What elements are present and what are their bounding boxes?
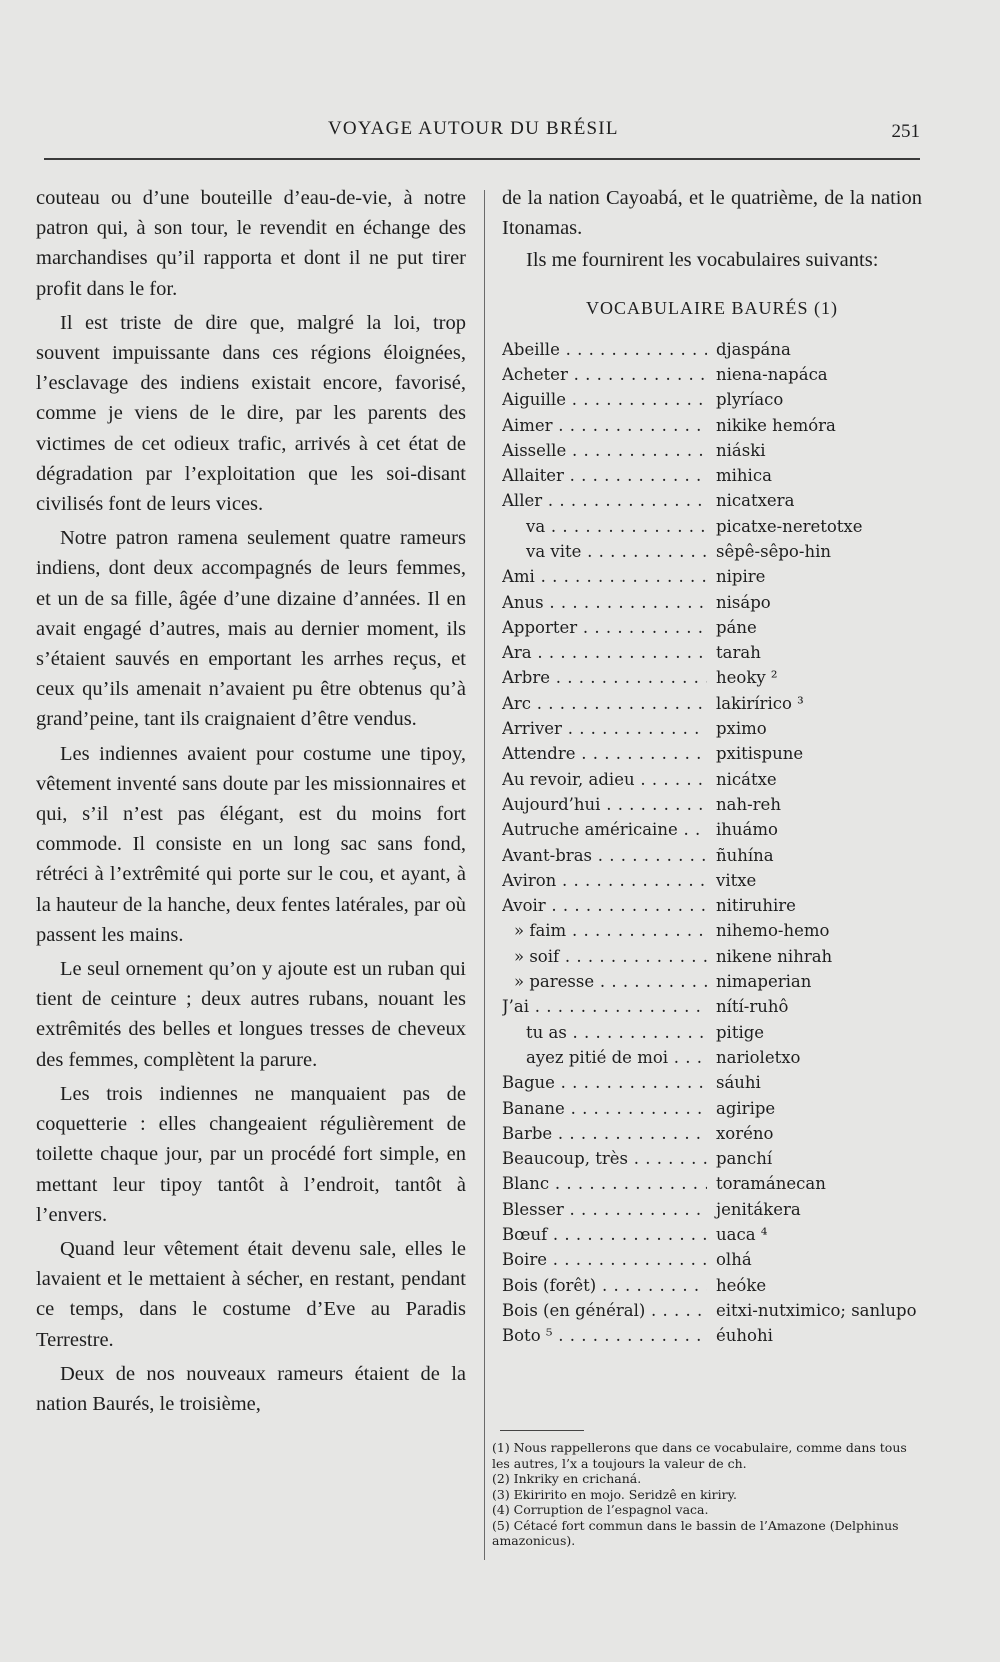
vocab-row (502, 994, 922, 1019)
vocab-row (502, 792, 922, 817)
vocab-french-term: Attendre . . . (502, 741, 707, 766)
paragraph: de la nation Cayoabá, et le quatrième, de la nation Itonamas. (502, 187, 922, 240)
vocab-baures-term: nikike hemóra (716, 415, 836, 435)
footnotes (492, 1440, 922, 1549)
vocab-baures-term: lakirírico ³ (716, 693, 804, 713)
vocab-baures-term: picatxe-neretotxe (716, 516, 863, 536)
vocab-baures-term: uaca ⁴ (716, 1225, 768, 1244)
right-column (502, 183, 922, 1348)
vocab-french-term: Aviron . . . (502, 868, 707, 893)
vocab-french-term: Acheter . . . (502, 362, 707, 387)
vocab-french-term: Avoir . . . (502, 893, 707, 918)
vocab-french-term: Avant-bras . . . (502, 843, 707, 868)
vocab-baures-term: panchí (716, 1149, 773, 1169)
vocab-french-term: Barbe . . . (502, 1121, 707, 1146)
vocab-baures-term: páne (716, 617, 757, 637)
paragraph: Il est triste de dire que, malgré la loi, trop souvent impuissante dans ces régions éloignées, l’esclavage des indiens existait encore, favorisé, comme je viens de le dire, par les parents des victimes de cet odieux trafic, arrivés à cet état de dégradation par l’exploitation que les soi-disant civilisés font de leurs vices. (36, 311, 466, 516)
vocab-french-term: Boto ⁵ . . . (502, 1323, 707, 1348)
vocab-french-term: va vite . . . (502, 539, 707, 564)
vocab-french-term: Au revoir, adieu . . . (502, 767, 707, 792)
vocab-baures-term: ñuhína (716, 845, 774, 865)
vocab-baures-term: narioletxo (716, 1047, 801, 1067)
vocab-french-term: ayez pitié de moi . . . (502, 1045, 707, 1070)
running-head (80, 118, 920, 148)
vocab-row (502, 716, 922, 741)
vocab-row (502, 362, 922, 387)
vocab-baures-term: nihemo-hemo (716, 921, 830, 941)
running-title: VOYAGE AUTOUR DU BRÉSIL (328, 118, 619, 139)
footnote: (5) Cétacé fort commun dans le bassin de l’Amazone (Delphinus amazonicus). (492, 1517, 899, 1548)
vocab-french-term: Arriver . . . (502, 716, 707, 741)
vocab-french-term: tu as . . . (502, 1020, 707, 1045)
vocab-french-term: » soif . . . (502, 944, 707, 969)
vocab-french-term: Abeille . . . (502, 337, 707, 362)
vocab-french-term: Allaiter . . . (502, 463, 707, 488)
vocab-french-term: Boire . . . (502, 1247, 707, 1272)
paragraph: Notre patron ramena seulement quatre rameurs indiens, dont deux accompagnés de leurs femmes, et un de sa fille, âgée d’une dizaine d’années. Il en avait engagé d’autres, mais au dernier moment, ils s’étaient sauvés en emportant les arrhes reçus, et ceux qu’ils amenait n’avaient pu être obtenus qu’à grand’peine, tant ils craignaient d’être vendus. (36, 527, 466, 731)
vocab-row (502, 817, 922, 842)
footnote: (2) Inkriky en crichaná. (492, 1471, 642, 1486)
vocab-baures-term: nitiruhire (716, 896, 796, 916)
vocab-row (502, 1247, 922, 1272)
vocab-row (502, 741, 922, 766)
vocab-french-term: Apporter . . . (502, 615, 707, 640)
vocab-baures-term: heóke (716, 1275, 767, 1295)
paragraph: Le seul ornement qu’on y ajoute est un ruban qui tient de ceinture ; deux autres rubans, nouant les extrêmités des belles et longues tresses de cheveux des femmes, complètent la parure. (36, 958, 466, 1071)
vocab-row (502, 969, 922, 994)
vocab-french-term: Autruche américaine . . . (502, 817, 707, 842)
vocab-row (502, 564, 922, 589)
vocab-baures-term: nah-reh (716, 794, 781, 814)
footnote: (4) Corruption de l’espagnol vaca. (492, 1502, 709, 1517)
paragraph: Quand leur vêtement était devenu sale, elles le lavaient et le mettaient à sécher, en restant, pendant ce temps, dans le costume d’Eve au Paradis Terrestre. (36, 1237, 466, 1351)
vocab-french-term: Aller . . . (502, 488, 707, 513)
vocab-row (502, 1171, 922, 1196)
vocab-baures-term: nisápo (716, 592, 771, 612)
vocab-french-term: Anus . . . (502, 590, 707, 615)
vocab-baures-term: niena-napáca (716, 364, 828, 384)
vocab-row (502, 1121, 922, 1146)
vocab-french-term: Arc . . . (502, 691, 707, 716)
vocab-baures-term: mihica (716, 466, 772, 486)
vocab-row (502, 640, 922, 665)
vocab-row (502, 615, 922, 640)
vocab-french-term: J’ai . . . (502, 994, 707, 1019)
vocab-row (502, 1298, 922, 1323)
vocab-french-term: Banane . . . (502, 1096, 707, 1121)
vocab-french-term: Blesser . . . (502, 1197, 707, 1222)
vocab-row (502, 488, 922, 513)
vocab-french-term: Bois (en général) . . . (502, 1298, 707, 1323)
vocab-baures-term: eitxi-nutximico; sanlupo (716, 1300, 917, 1320)
vocab-baures-term: ihuámo (716, 820, 778, 840)
vocab-baures-term: pxitispune (716, 744, 804, 764)
vocab-row (502, 1323, 922, 1348)
vocab-french-term: Aujourd’hui . . . (502, 792, 707, 817)
vocab-baures-term: sáuhi (716, 1073, 761, 1093)
vocab-french-term: Aimer . . . (502, 413, 707, 438)
vocab-french-term: Aisselle . . . (502, 438, 707, 463)
vocab-baures-term: toramánecan (716, 1174, 826, 1194)
header-rule (44, 158, 920, 160)
vocab-baures-term: xoréno (716, 1123, 774, 1143)
vocab-row (502, 1070, 922, 1095)
vocab-baures-term: agiripe (716, 1098, 776, 1118)
vocab-french-term: Beaucoup, très . . . (502, 1146, 707, 1171)
vocab-baures-term: pximo (716, 719, 767, 739)
vocab-row (502, 1222, 922, 1247)
vocab-french-term: Bague . . . (502, 1070, 707, 1095)
vocab-row (502, 1045, 922, 1070)
left-column (36, 183, 466, 1419)
vocab-baures-term: éuhohi (716, 1326, 773, 1346)
vocab-baures-term: heoky ² (716, 668, 778, 688)
vocab-french-term: » paresse . . . (502, 969, 707, 994)
vocab-row (502, 539, 922, 564)
vocab-baures-term: vitxe (716, 870, 757, 890)
vocab-row (502, 413, 922, 438)
vocab-baures-term: nítí-ruhô (716, 997, 789, 1017)
vocab-french-term: Bois (forêt) . . . (502, 1273, 707, 1298)
vocab-row (502, 463, 922, 488)
vocab-baures-term: olhá (716, 1250, 752, 1270)
vocab-french-term: va . . . (502, 514, 707, 539)
footnote: (1) Nous rappellerons que dans ce vocabulaire, comme dans tous les autres, l’x a toujours la valeur de ch. (492, 1440, 907, 1471)
column-divider (484, 190, 485, 1560)
footnote-rule (500, 1430, 584, 1431)
vocab-row (502, 843, 922, 868)
vocab-row (502, 1146, 922, 1171)
vocab-row (502, 514, 922, 539)
vocab-baures-term: plyríaco (716, 390, 784, 410)
vocab-baures-term: sêpê-sêpo-hin (716, 541, 831, 561)
vocab-row (502, 691, 922, 716)
vocab-row (502, 1197, 922, 1222)
vocab-row (502, 1020, 922, 1045)
vocab-baures-term: djaspána (716, 339, 791, 359)
vocab-french-term: Blanc . . . (502, 1171, 707, 1196)
vocab-french-term: Ara . . . (502, 640, 707, 665)
vocab-row (502, 944, 922, 969)
paragraph: couteau ou d’une bouteille d’eau-de-vie, à notre patron qui, à son tour, le revendit en échange des marchandises qu’il rapporta et dont il ne put tirer profit dans le for. (36, 187, 466, 300)
vocabulary-list (502, 337, 922, 1349)
footnote: (3) Ekiririto en mojo. Seridzê en kiriry. (492, 1486, 737, 1502)
vocab-row (502, 665, 922, 690)
vocab-baures-term: nicatxera (716, 491, 795, 511)
vocab-row (502, 590, 922, 615)
vocab-french-term: Arbre . . . (502, 665, 707, 690)
page-number: 251 (891, 121, 920, 142)
vocab-french-term: Aiguille . . . (502, 387, 707, 412)
vocab-row (502, 767, 922, 792)
vocab-row (502, 438, 922, 463)
vocab-baures-term: nikene nihrah (716, 946, 833, 966)
vocab-baures-term: pitige (716, 1022, 765, 1042)
vocab-row (502, 387, 922, 412)
paragraph: Les trois indiennes ne manquaient pas de coquetterie : elles changeaient régulièrement de toilette chaque jour, par un procédé fort simple, en mettant leur tipoy tantôt à l’endroit, tantôt à l’envers. (36, 1082, 466, 1226)
vocab-row (502, 1096, 922, 1121)
paragraph: Deux de nos nouveaux rameurs étaient de la nation Baurés, le troisième, (36, 1362, 466, 1415)
vocab-row (502, 337, 922, 362)
paragraph: Les indiennes avaient pour costume une tipoy, vêtement inventé sans doute par les missionnaires et qui, s’il n’est pas élégant, est du moins fort commode. Il consiste en un long sac sans fond, rétréci à l’extrêmité qui porte sur le cou, et ayant, à la hauteur de la hanche, deux fentes latérales, par où passent les mains. (36, 742, 466, 946)
vocab-baures-term: nipire (716, 567, 766, 587)
vocab-baures-term: jenitákera (716, 1199, 801, 1219)
vocab-row (502, 1273, 922, 1298)
vocab-row (502, 918, 922, 943)
vocab-baures-term: tarah (716, 643, 761, 663)
paragraph: Ils me fournirent les vocabulaires suivants: (526, 249, 879, 272)
vocab-baures-term: nimaperian (716, 972, 812, 992)
vocabulary-heading: VOCABULAIRE BAURÉS (1) (585, 297, 838, 318)
vocab-french-term: Bœuf . . . (502, 1222, 707, 1247)
vocab-french-term: » faim . . . (502, 918, 707, 943)
vocab-row (502, 893, 922, 918)
vocab-baures-term: niáski (716, 440, 766, 460)
vocab-french-term: Ami . . . (502, 564, 707, 589)
vocab-baures-term: nicátxe (716, 769, 777, 789)
vocab-row (502, 868, 922, 893)
